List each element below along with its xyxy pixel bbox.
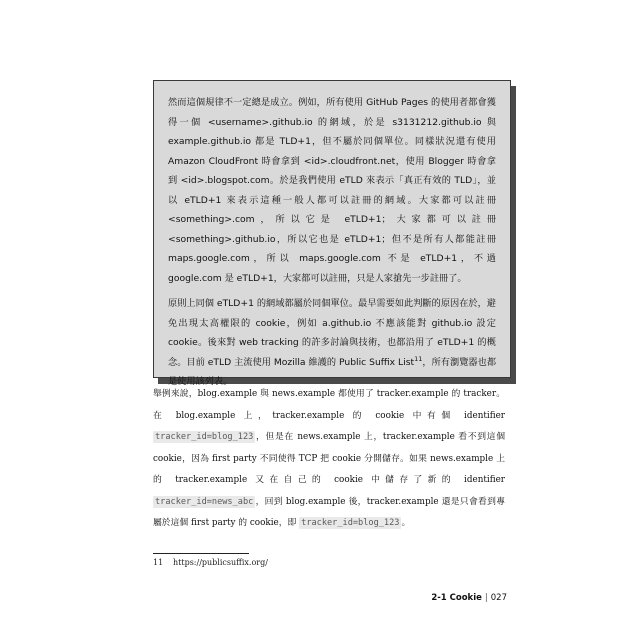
footnote — [153, 558, 268, 567]
body-text-1: 舉例來說，blog.example 與 news.example 都使用了 tracker.example 的 tracker。在 blog.example 上，tracker.example 的 cookie 中有個 identifier — [153, 389, 505, 421]
sidebar-box — [153, 80, 511, 387]
chapter-label: 2-1 Cookie — [431, 593, 482, 603]
inline-code: tracker_id=news_abc — [155, 496, 254, 507]
page-footer — [431, 593, 507, 603]
inline-code: tracker_id=blog_123 — [301, 518, 400, 528]
body-text-3: ，回到 blog.example 後，tracker.example 還是只會看到專屬於這個 first party 的 cookie，即 — [153, 496, 505, 528]
body-text-4: 。 — [401, 518, 411, 528]
sidebar-paragraph-1: 然而這個規律不一定總是成立。例如，所有使用 GitHub Pages 的使用者都會獲得一個 <username>.github.io 的網域，於是 s3131212.github.io 與 example.github.io 都是 TLD+1，但不屬於同個單位。同樣狀況還有使用 Amazon CloudFront 時會拿到 <id>.cloudfront.net，使用 Blogger 時會拿到 <id>.blogspot.com。於是我們使用 eTLD 來表示「真正有效的 TLD」，並以 eTLD+1 來表示這種一般人都可以註冊的網域。大家都可以註冊 <something>.com，所以它是 eTLD+1；大家都可以註冊 <something>.github.io，所以它也是 eTLD+1；但不是所有人都能註冊 maps.google.com，所以 maps.google.com 不是 eTLD+1，不過 google.com 是 eTLD+1，大家都可以註冊，只是人家搶先一步註冊了。 — [168, 97, 496, 284]
sidebar-paragraph-2 — [168, 294, 496, 392]
body-paragraph — [153, 384, 505, 535]
footnote-number: 11 — [153, 558, 164, 567]
body-text-2: ，但是在 news.example 上，tracker.example 看不到這個 cookie，因為 first party 不同使得 TCP 把 cookie 分開儲存。如果 news.example 上的 tracker.example 又在自己的 cookie 中儲存了新的 identifier — [153, 432, 505, 485]
sidebar-paragraph-2-tail: ，所有瀏覽器也都是使用該列表。 — [168, 356, 497, 387]
sidebar-paragraph-2-text: 原則上同個 eTLD+1 的網域都屬於同個單位。最早需要如此判斷的原因在於，避免出現太高權限的 cookie，例如 a.github.io 不應該能對 github.io 設定 cookie。後來對 web tracking 的許多討論與技術，也都沿用了 eTLD+1 的概念。目前 eTLD 主流使用 Mozilla 維護的 Public Suffix List — [168, 298, 496, 368]
footnote-link[interactable]: https://publicsuffix.org/ — [173, 558, 268, 567]
footnote-divider — [153, 553, 249, 554]
page-number: 027 — [490, 593, 507, 603]
footer-separator: | — [484, 593, 488, 603]
inline-code: tracker_id=blog_123 — [155, 432, 254, 442]
footnote-ref[interactable]: 11 — [414, 354, 423, 363]
